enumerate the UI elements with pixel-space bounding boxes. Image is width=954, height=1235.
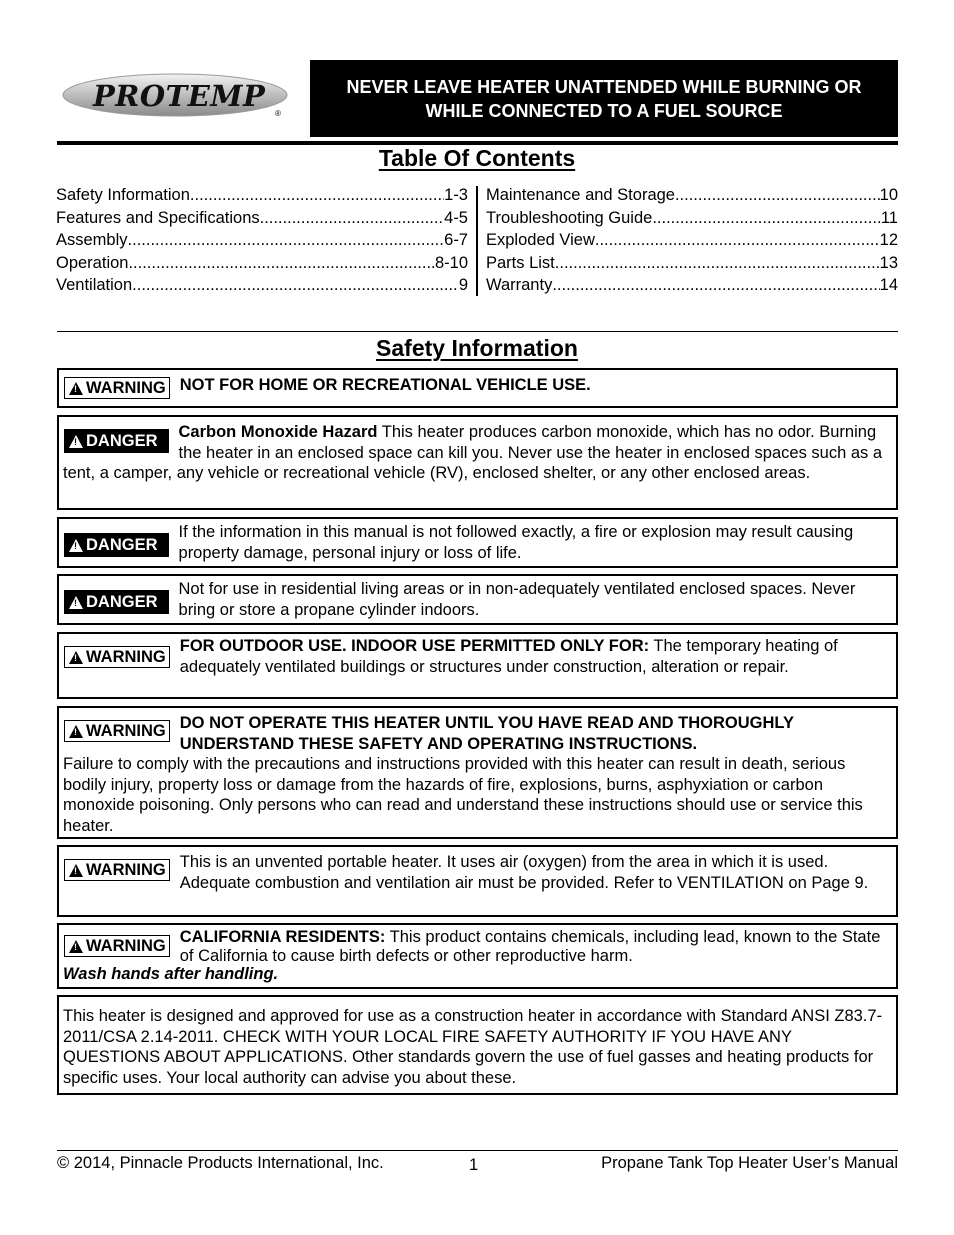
logo-swoosh-icon bbox=[57, 62, 300, 124]
warning-box-california: ! WARNING CALIFORNIA RESIDENTS: This product contains chemicals, including lead, known to the State of California to cause birth defects or other reproductive harm. Wash hands after handling. bbox=[57, 923, 898, 989]
danger-badge: ! DANGER bbox=[64, 590, 169, 614]
svg-text:PROTEMP: PROTEMP bbox=[93, 79, 266, 113]
toc-entry-ventilation[interactable]: Ventilation ..... 9 bbox=[56, 274, 468, 297]
warning-badge: ! WARNING bbox=[64, 377, 170, 399]
alert-triangle-icon bbox=[69, 596, 83, 609]
toc-entry-maintenance[interactable]: Maintenance and Storage ..... 10 bbox=[486, 184, 898, 207]
warning-box-home-use: ! WARNING NOT FOR HOME OR RECREATIONAL VEHICLE USE. bbox=[57, 368, 898, 408]
danger-box-residential: ! DANGER Not for use in residential living areas or in non-adequately ventilated enclosed spaces. Never bring or store a propane cylinder indoors. bbox=[57, 574, 898, 625]
warning-badge: ! WARNING bbox=[64, 935, 170, 957]
footer-manual-title: Propane Tank Top Heater User’s Manual bbox=[601, 1154, 898, 1172]
footer-page-number: 1 bbox=[469, 1156, 479, 1174]
toc-entry-features[interactable]: Features and Specifications ..... 4-5 bbox=[56, 207, 468, 230]
svg-text:®: ® bbox=[275, 109, 281, 118]
toc-entry-warranty[interactable]: Warranty ..... 14 bbox=[486, 274, 898, 297]
alert-triangle-icon bbox=[69, 539, 83, 552]
safety-banner bbox=[310, 60, 898, 137]
banner-line-2: WHILE CONNECTED TO A FUEL SOURCE bbox=[425, 100, 783, 121]
toc-left-column bbox=[56, 184, 468, 297]
warning-badge: ! WARNING bbox=[64, 859, 170, 881]
warning-box-outdoor-use: ! WARNING FOR OUTDOOR USE. INDOOR USE PERMITTED ONLY FOR: The temporary heating of adequately ventilated buildings or structures under construction, alteration or repair. bbox=[57, 632, 898, 699]
toc-title: Table Of Contents bbox=[378, 145, 576, 171]
footer-rule bbox=[57, 1150, 898, 1151]
toc-right-column bbox=[486, 184, 898, 297]
danger-box-carbon-monoxide: ! DANGER Carbon Monoxide Hazard This heater produces carbon monoxide, which has no odor. Burning the heater in an enclosed space can kill you. Never use the heater in enclosed spaces such as a tent, a camper, any vehicle or recreational vehicle (RV), enclosed shelter, or any other enclosed areas. bbox=[57, 415, 898, 510]
section-divider bbox=[57, 331, 898, 332]
toc-divider bbox=[476, 186, 478, 296]
toc-entry-operation[interactable]: Operation ..... 8-10 bbox=[56, 252, 468, 275]
toc-entry-safety[interactable]: Safety Information ..... 1-3 bbox=[56, 184, 468, 207]
protemp-logo bbox=[57, 62, 300, 124]
warning-box-unvented: ! WARNING This is an unvented portable heater. It uses air (oxygen) from the area in which it is used. Adequate combustion and ventilation air must be provided. Refer to VENTILATION on Page 9. bbox=[57, 845, 898, 917]
toc-entry-troubleshooting[interactable]: Troubleshooting Guide ..... 11 bbox=[486, 207, 898, 230]
danger-badge: ! DANGER bbox=[64, 533, 169, 557]
toc-entry-exploded-view[interactable]: Exploded View ..... 12 bbox=[486, 229, 898, 252]
alert-triangle-icon bbox=[69, 435, 83, 448]
toc-entry-parts-list[interactable]: Parts List ..... 13 bbox=[486, 252, 898, 275]
warning-badge: ! WARNING bbox=[64, 646, 170, 668]
alert-triangle-icon bbox=[69, 940, 83, 953]
toc-entry-assembly[interactable]: Assembly ..... 6-7 bbox=[56, 229, 468, 252]
alert-triangle-icon bbox=[69, 725, 83, 738]
danger-box-manual: ! DANGER If the information in this manual is not followed exactly, a fire or explosion may result causing property damage, personal injury or loss of life. bbox=[57, 517, 898, 568]
safety-title: Safety Information bbox=[376, 335, 578, 361]
alert-triangle-icon bbox=[69, 382, 83, 395]
warning-box-read-instructions: ! WARNING DO NOT OPERATE THIS HEATER UNTIL YOU HAVE READ AND THOROUGHLY UNDERSTAND THESE SAFETY AND OPERATING INSTRUCTIONS. Failure to comply with the precautions and instructions provided with this heater can result in death, serious bodily injury, property loss or damage from the hazards of fire, explosions, burns, asphyxiation or carbon monoxide poisoning. Only persons who can read and understand these instructions should use or service this heater. bbox=[57, 706, 898, 839]
footer-copyright: © 2014, Pinnacle Products International, Inc. bbox=[57, 1154, 384, 1172]
danger-badge: ! DANGER bbox=[64, 429, 169, 453]
banner-line-1: NEVER LEAVE HEATER UNATTENDED WHILE BURNING OR bbox=[346, 76, 862, 97]
warning-badge: ! WARNING bbox=[64, 720, 170, 742]
alert-triangle-icon bbox=[69, 864, 83, 877]
alert-triangle-icon bbox=[69, 651, 83, 664]
standards-notice-box: This heater is designed and approved for use as a construction heater in accordance with Standard ANSI Z83.7-2011/CSA 2.14-2011. CHECK WITH YOUR LOCAL FIRE SAFETY AUTHORITY IF YOU HAVE ANY QUESTIONS ABOUT APPLICATIONS. Other standards govern the use of fuel gasses and heating products for specific uses. Your local authority can advise you about these. bbox=[57, 995, 898, 1095]
